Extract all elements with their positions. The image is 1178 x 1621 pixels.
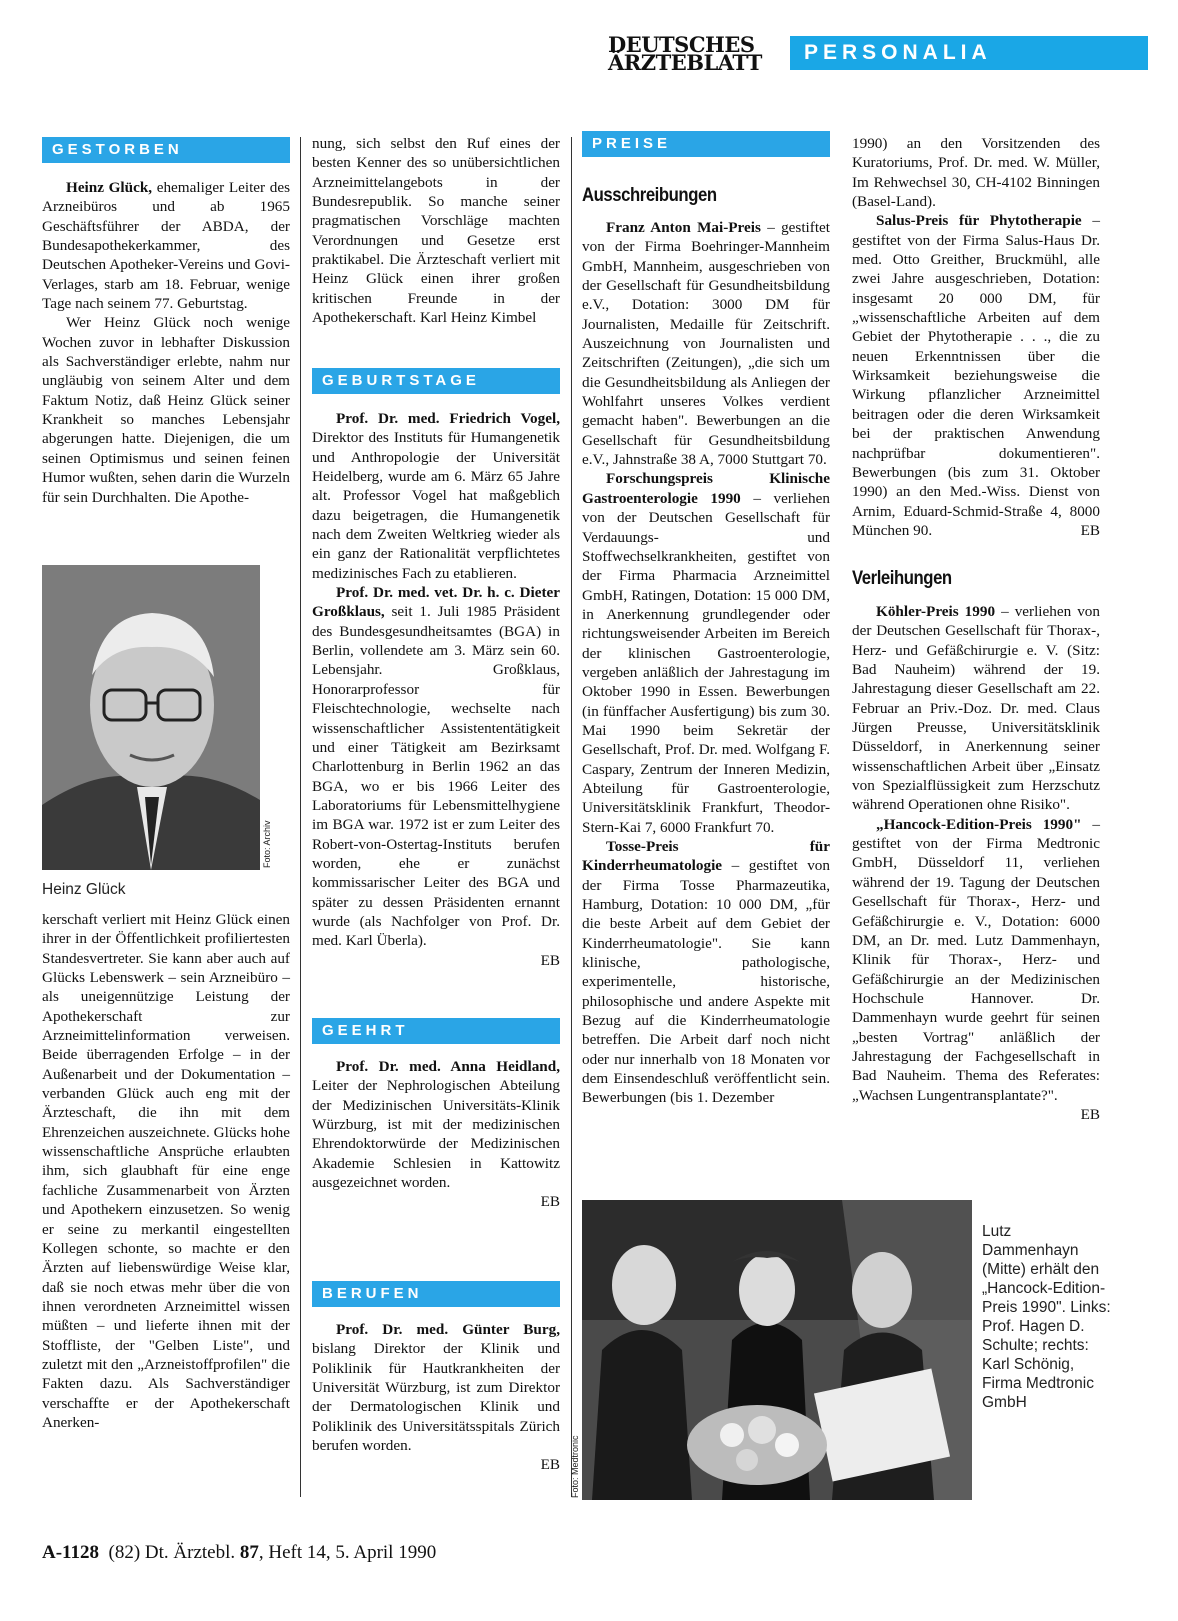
obituary-ending: nung, sich selbst den Ruf eines der besten Kenner des so unübersichtlichen Arzneimittelangebots in der Bundesrepublik. So manche seiner pragmatischen Vorschläge machten Verordnungen und Gesetze erst praktikabel. Die Ärzteschaft verliert mit Heinz Glück einen ihrer großen kritischen Freunde in der Apothekerschaft. Karl Heinz Kimbel: [312, 135, 560, 327]
signature: EB: [1080, 521, 1100, 539]
page-number: A-1128: [42, 1542, 99, 1563]
tosse-continued: 1990) an den Vorsitzenden des Kuratoriums, Prof. Dr. med. W. Müller, Im Rehwechsel 30, CH-4102 Binningen (Basel-Land).: [852, 135, 1100, 211]
entry-hancock-preis: „Hancock-Edition-Preis 1990" – gestiftet von der Firma Medtronic GmbH, Düsseldorf 11, verliehen während der 19. Tagung der Deutschen Gesellschaft für Thorax-, Herz- und Gefäßchirurgie e. V., Dotation: 6000 DM, an Dr. med. Lutz Dammenhayn, Klinik für Thorax-, Herz- und Gefäßchirurgie an der Medizinischen Hochschule Hannover. Dr. Dammenhayn wurde geehrt für seinen „besten Vortrag" anläßlich der Jahrestagung der Fachgesellschaft in Bad Nauheim. Thema des Referates: „Wachsen Lungentransplantate?".: [852, 815, 1100, 1104]
signature: EB: [540, 1193, 560, 1211]
award-photo-credit: Foto: Medtronic: [570, 1435, 580, 1498]
entry-tosse-preis: Tosse-Preis für Kinderrheumatologie – gestiftet von der Firma Tosse Pharmazeutika, Hamburg, Dotation: 10 000 DM, „für die beste Arbeit auf dem Gebiet der Kinderrheumatologie". Sie kann klinische, pathologische, experimentelle, historische, philosophische und andere Aspekte mit Bezug auf die Kinderrheumatologie betreffen. Die Arbeit darf noch nicht oder nur innerhalb von 18 Monaten vor dem Einsendeschluß veröffentlicht sein. Bewerbungen (bis 1. Dezember: [582, 838, 830, 1107]
entry-koehler-preis: Köhler-Preis 1990 – verliehen von der Deutschen Gesellschaft für Thorax-, Herz- und Gefäßchirurgie e. V. (Sitz: Bad Nauheim) während der 19. Jahrestagung dieser Gesellschaft am 22. Februar an Priv.-Doz. Dr. med. Claus Jürgen Preusse, Universitätsklinik Düsseldorf, in Anerkennung seiner wissenschaftlichen Arbeit über „Einsatz von Spezialflüssigkeit zum Herzschutz während Operationen ohne Risiko".: [852, 603, 1100, 814]
portrait-photo: [42, 565, 260, 870]
section-banner: PERSONALIA: [790, 36, 1148, 70]
signature: EB: [540, 1456, 560, 1474]
entry-heidland: Prof. Dr. med. Anna Heidland, Leiter der Nephrologischen Abteilung der Medizinischen Universitäts-Klinik Würzburg, ist mit der medizinischen Ehrendoktorwürde der Medizinischen Akademie Schlesien in Kattowitz ausgezeichnet worden.: [312, 1058, 560, 1192]
award-photo: [582, 1200, 972, 1500]
volume-number: 87: [239, 1542, 259, 1563]
rubric-berufen: BERUFEN: [312, 1281, 560, 1307]
heading-verleihungen: Verleihungen: [852, 568, 952, 589]
portrait-credit: Foto: Archiv: [262, 820, 272, 868]
entry-mai-preis: Franz Anton Mai-Preis – gestiftet von der Firma Boehringer-Mannheim GmbH, Mannheim, ausgeschrieben von der Gesellschaft für Gesundheitsbildung e.V., Dotation: 3000 DM für Journalisten, Medaille für Zeitschrift. Auszeichnung von Journalisten und Zeitschriften (Zeitungen), „die sich um die Gesundheitsbildung als Anliegen der Wohlfahrt unseres Volkes verdient gemacht haben". Bewerbungen an die Gesellschaft für Gesundheitsbildung e.V., Jahnstraße 38 A, 7000 Stuttgart 70.: [582, 219, 830, 469]
award-photo-illustration: [582, 1200, 972, 1500]
portrait-illustration: [42, 565, 260, 870]
column-3: [582, 218, 830, 1108]
column-2-honored: [312, 1057, 560, 1212]
column-2-birthdays: [312, 409, 560, 970]
masthead-line1: DEUTSCHES: [608, 32, 755, 57]
masthead-logo: [608, 32, 762, 75]
masthead-line2: ÄRZTEBLATT: [608, 50, 762, 75]
entry-grossklaus: Prof. Dr. med. vet. Dr. h. c. Dieter Großklaus, seit 1. Juli 1985 Präsident des Bundesgesundheitsamtes (BGA) in Berlin, vollendete am 3. März sein 60. Lebensjahr. Großklaus, Honorarprofessor für Fleischtechnologie, wechselte nach wissenschaftlicher Assistententätigkeit und einer Tätigkeit am Bezirksamt Charlottenburg in Berlin 1962 an das BGA, wo er bis 1966 Leiter des Laboratoriums für Lebensmittelhygiene im BGA war. 1972 ist er zum Leiter des Robert-von-Ostertag-Instituts berufen worden, ehe er zunächst kommissarischer Leiter des BGA und später zu dessen Präsidenten ernannt wurde (als Nachfolger von Prof. Dr. med. Karl Überla).: [312, 584, 560, 950]
heading-ausschreibungen: Ausschreibungen: [582, 185, 717, 206]
entry-salus-preis: Salus-Preis für Phytotherapie – gestiftet von der Firma Salus-Haus Dr. med. Otto Greither, Bruckmühl, alle zwei Jahre ausgeschrieben, Dotation: insgesamt 20 000 DM, für „wissenschaftliche Arbeiten auf dem Gebiet der Phytotherapie . . ., die zu neuen Erkenntnissen über die Wirksamkeit beziehungsweise die Wirkung pflanzlicher Arzneimittel beitragen oder die deren Wirksamkeit bei der praktischen Anwendung nachprüfbar dokumentieren". Bewerbungen (bis zum 31. Oktober 1990) an den Med.-Wiss. Dienst von Arnim, Eduard-Schmid-Straße 4, 8000 München 90. EB: [852, 212, 1101, 539]
column-1-bottom: [42, 910, 290, 1432]
issue-suffix: , Heft 14, 5. April 1990: [258, 1542, 437, 1563]
award-photo-caption: Lutz Dammenhayn (Mitte) erhält den „Hancock-Edition-Preis 1990". Links: Prof. Hagen D. Schulte; rechts: Karl Schönig, Firma Medtronic GmbH: [982, 1223, 1111, 1411]
rubric-geburtstage: GEBURTSTAGE: [312, 368, 560, 394]
column-4-awards: [852, 602, 1100, 1124]
signature: EB: [1080, 1105, 1100, 1123]
obituary-intro: Heinz Glück, ehemaliger Leiter des Arzneibüros und ab 1965 Geschäftsführer der ABDA, der Bundesapothekerkammer, des Deutschen Apotheker-Vereins und Govi-Verlages, starb am 18. Februar, wenige Tage nach seinem 77. Geburtstag.: [42, 179, 290, 313]
column-2-appointed: [312, 1320, 560, 1475]
column-2-top: [312, 134, 560, 327]
rubric-geehrt: GEEHRT: [312, 1018, 560, 1044]
entry-gastro-preis: Forschungspreis Klinische Gastroenterologie 1990 – verliehen von der Deutschen Gesellschaft für Verdauungs- und Stoffwechselkrankheiten, gestiftet von der Firma Pharmacia Arzneimittel GmbH, Ratingen, Dotation: 15 000 DM, in Anerkennung grundlegender oder richtungsweisender Arbeiten im Bereich der klinischen Gastroenterologie, vergeben anläßlich der Jahrestagung im Oktober 1990 in Essen. Bewerbungen (in fünffacher Ausfertigung) bis zum 30. Mai 1990 beim Sekretär der Gesellschaft, Prof. Dr. med. Wolfgang F. Caspary, Zentrum der Inneren Medizin, Abteilung für Gastroenterologie, Universitätsklinik Frankfurt, Theodor-Stern-Kai 7, 6000 Frankfurt 70.: [582, 470, 830, 836]
column-1-top: [42, 178, 290, 507]
rubric-gestorben: GESTORBEN: [42, 137, 290, 163]
signature: EB: [540, 951, 560, 969]
portrait-caption: Heinz Glück: [42, 881, 126, 898]
obituary-name: Heinz Glück,: [66, 179, 153, 196]
entry-burg: Prof. Dr. med. Günter Burg, bislang Direktor der Klinik und Poliklinik für Hautkrankheiten der Universität Würzburg, ist zum Direktor der Dermatologischen Klinik und Poliklinik des Universitätsspitals Zürich berufen worden.: [312, 1321, 560, 1455]
column-divider: [300, 137, 301, 1497]
obituary-paragraph-continued: kerschaft verliert mit Heinz Glück einen ihrer in der Öffentlichkeit profiliertesten Standesvertreter. Sie kann aber auch auf Glücks Lebenswerk – sein Arzneibüro – als uneigennützige Leistung der Apothekerschaft zur Arzneimittelinformation verweisen. Beide überragenden Erfolge – in der Außenarbeit und der Dokumentation – verbanden Glück auch eng mit der Ärzteschaft, die ihn mit dem Ehrenzeichen auszeichnete. Glücks hohe wissenschaftliche Ansprüche erlaubten ihm, sich glaubhaft für eine enge fachliche Zusammenarbeit von Ärzten und Apothekern einzusetzen. So wenig er seine zu merkantil eingestellten Kollegen schonte, so machte er den Ärzten auf liebenswürdige Weise klar, daß sie noch etwas mehr über die von ihnen verordneten Arzneimittel wissen müßten – und lieferte ihnen mit der Stoffliste, der "Gelben Liste", und zuletzt mit den „Arzneistoffprofilen" die Fakten dazu. Als Sachverständiger verschaffte er der Apothekerschaft Anerken-: [42, 911, 290, 1431]
entry-vogel: Prof. Dr. med. Friedrich Vogel, Direktor des Instituts für Humangenetik und Anthropologie der Universität Heidelberg, wurde am 6. März 65 Jahre alt. Professor Vogel hat maßgeblich dazu beigetragen, die Humangenetik nach dem Zweiten Weltkrieg wieder als ein ganz der Rationalität verpflichtetes medizinisches Fach zu etablieren.: [312, 410, 560, 582]
page-footer: [42, 1542, 436, 1564]
column-4: [852, 134, 1100, 540]
issue-prefix: (82) Dt. Ärztebl.: [108, 1542, 240, 1563]
obituary-paragraph: Wer Heinz Glück noch wenige Wochen zuvor in lebhafter Diskussion als Sachverständiger erlebte, nahm nur ungläubig von seinem Alter und dem Faktum Notiz, daß Heinz Glück seiner Krankheit so manches Lebensjahr abgerungen hatte. Diejenigen, die um seinen Optimismus und seinen feinen Humor wußten, sehen darin die Wurzeln für sein Durchhalten. Die Apothe-: [42, 314, 290, 506]
column-divider: [571, 137, 572, 1497]
rubric-preise: PREISE: [582, 131, 830, 157]
